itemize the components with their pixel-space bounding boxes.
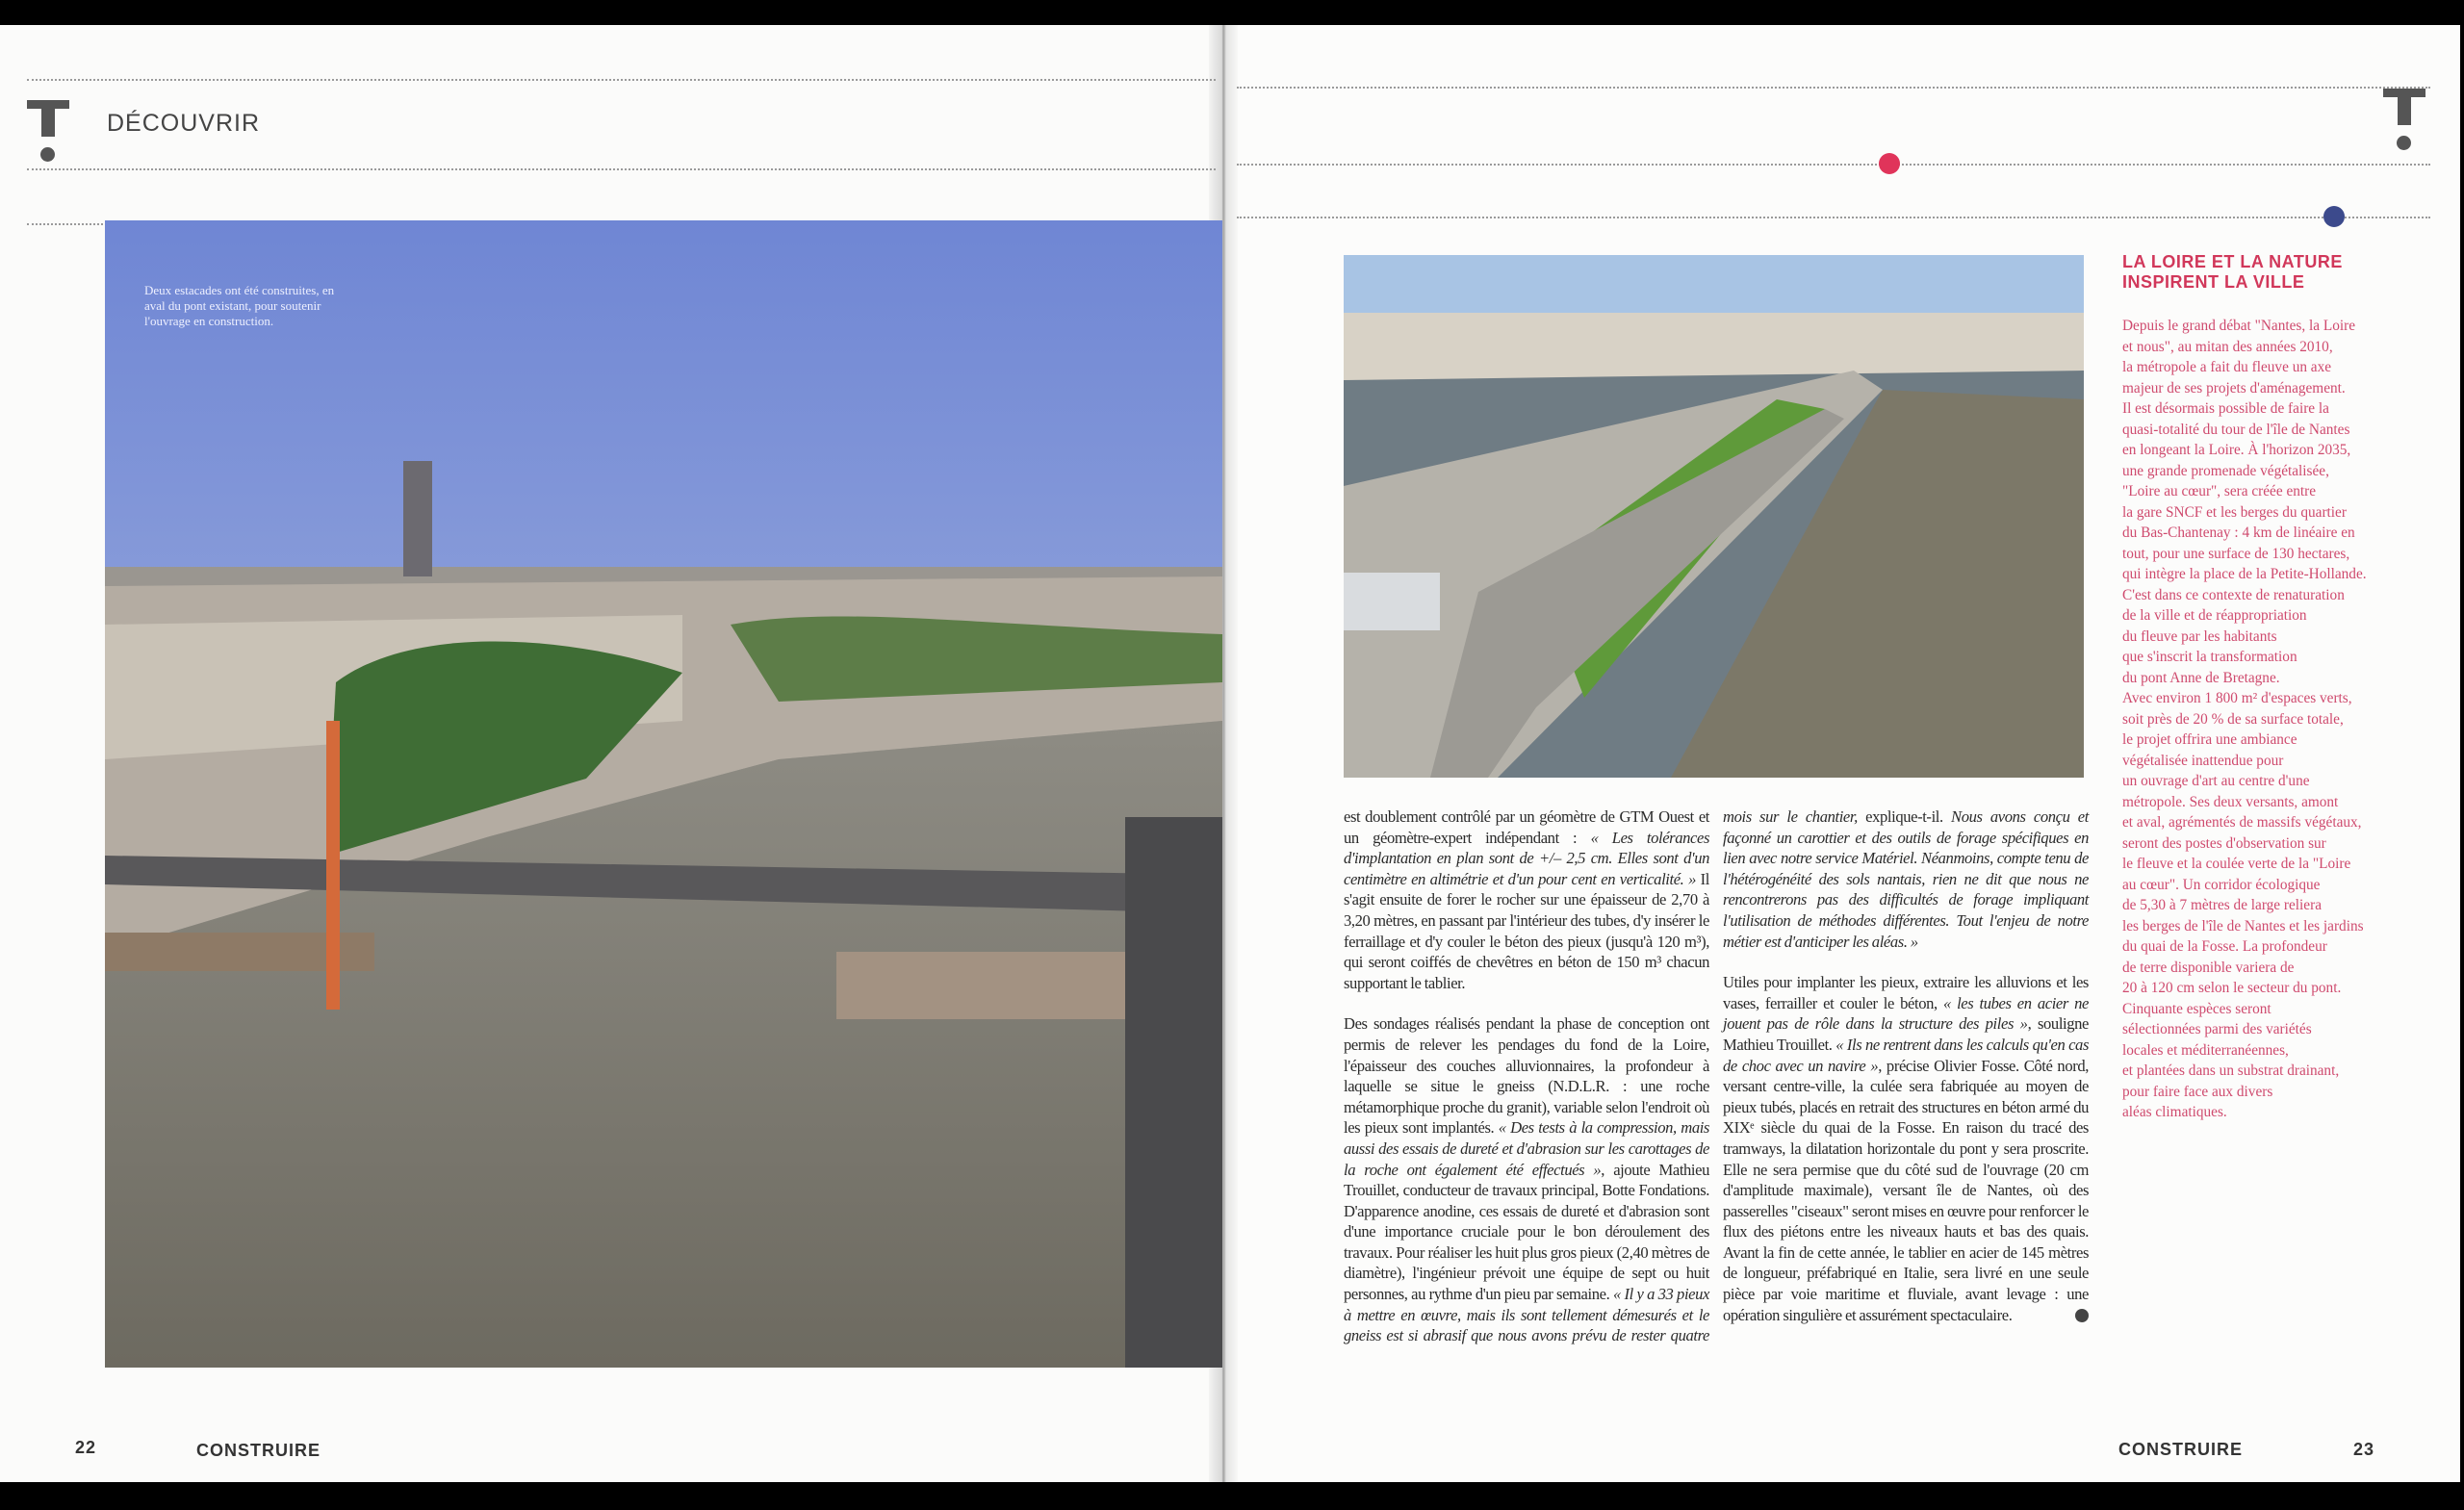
sidebar-line: et nous", au mitan des années 2010, <box>2122 338 2333 355</box>
sidebar-text <box>2122 316 2401 1123</box>
divider <box>27 168 1216 170</box>
sidebar-line: du fleuve par les habitants <box>2122 627 2277 645</box>
sidebar-line: de la ville et de réappropriation <box>2122 607 2307 624</box>
sidebar-line: soit près de 20 % de sa surface totale, <box>2122 710 2344 728</box>
article-body <box>1344 806 2089 1346</box>
bridge-construction-photo <box>105 220 1222 1368</box>
page-number: 22 <box>75 1438 97 1457</box>
body-text: est doublement contrôlé par un géomètre de GTM Ouest et un géomètre-expert indépendant : <box>1344 807 1709 847</box>
section-title: DÉCOUVRIR <box>107 110 261 137</box>
quote-text: « Il y a 33 pieux à mettre en œuvre, mais ils sont tellement démesurés et le gneiss est si abrasif que nous avons prévu de rester quatre mois sur le chantier, <box>1344 807 1858 1345</box>
sidebar-line: C'est dans ce contexte de renaturation <box>2122 586 2345 603</box>
sidebar-title: LA LOIRE ET LA NATURE INSPIRENT LA VILLE <box>2122 252 2343 292</box>
body-text: Des sondages réalisés pendant la phase de conception ont permis de relever les pendages du fond de la Loire, l'épaisseur des couches alluvionnaires, la profondeur à laquelle se situe le gneiss (N.D.L.R. : une roche métamorphique proche du granit), variable selon l'endroit où les pieux sont implantés. <box>1344 1014 1709 1138</box>
sidebar-line: tout, pour une surface de 130 hectares, <box>2122 545 2350 562</box>
quote-text: « Ils ne rentrent dans les calculs qu'en cas de choc avec un navire » <box>1723 1035 2090 1075</box>
divider <box>1237 217 2430 218</box>
body-text: , précise Olivier Fosse. Côté nord, versant centre-ville, la culée sera fabriquée au moyen de pieux tubés, placés en retrait des structures en béton armé du XIXᵉ siècle du quai de la Fosse. En raison du tracé des tramways, la dilatation horizontale du pont y sera proscrite. Elle ne sera permise que du côté sud de l'ouvrage (20 cm d'amplitude maximale), versant île de Nantes, où des passerelles "ciseaux" seront mises en œuvre pour renforcer le flux des piétons entre les niveaux hauts et bas des quais. Avant la fin de cette année, le tablier en acier de 145 mètres de longueur, préfabriqué en Italie, sera livré en une seule pièce par voie maritime et fluviale, avant levage : une opération singulière et assurément spectaculaire. <box>1723 1056 2089 1324</box>
sidebar-line: qui intègre la place de la Petite-Hollande. <box>2122 566 2367 582</box>
blue-dot-icon <box>2323 206 2345 227</box>
sidebar-line: locales et méditerranéennes, <box>2122 1041 2289 1059</box>
magazine-t-logo-icon <box>27 100 69 167</box>
end-mark-icon <box>2075 1309 2089 1322</box>
photo-caption: Deux estacades ont été construites, en aval du pont existant, pour soutenir l'ouvrage en construction. <box>144 283 335 328</box>
magazine-name: CONSTRUIRE <box>2118 1440 2244 1459</box>
sidebar-line: "Loire au cœur", sera créée entre <box>2122 483 2317 499</box>
body-text: explique-t-il. <box>1857 807 1952 826</box>
quote-text: « Des tests à la compression, mais aussi des essais de dureté et d'abrasion sur les carottages de la roche ont également été effectués » <box>1344 1118 1709 1179</box>
sidebar-line: et aval, agrémentés de massifs végétaux, <box>2122 814 2362 831</box>
sidebar-line: un ouvrage d'art au centre d'une <box>2122 773 2310 789</box>
sidebar-line: une grande promenade végétalisée, <box>2122 462 2329 479</box>
page-number: 23 <box>2353 1440 2375 1459</box>
sidebar-line: métropole. Ses deux versants, amont <box>2122 793 2339 810</box>
sidebar-box <box>2122 252 2401 1123</box>
divider <box>1237 87 2430 89</box>
sidebar-line: pour faire face aux divers <box>2122 1083 2273 1100</box>
body-text: , ajoute Mathieu Trouillet, conducteur de travaux principal, Botte Fondations. D'apparence anodine, ces essais de dureté et d'abrasion sont d'une importance cruciale pour le bon déroulement des travaux. Pour réaliser les huit plus gros pieux (2,40 mètres de diamètre), l'ingénieur prévoit une équipe de sept ou huit personnes, au rythme d'un pieu par semaine. <box>1344 1160 1710 1304</box>
sidebar-line: seront des postes d'observation sur <box>2122 834 2326 852</box>
sidebar-line: le projet offrira une ambiance <box>2122 731 2297 748</box>
sidebar-line: Il est désormais possible de faire la <box>2122 400 2329 417</box>
article-paragraph <box>1344 806 1709 993</box>
magazine-t-logo-icon <box>2383 89 2426 156</box>
sidebar-line: les berges de l'île de Nantes et les jardins <box>2122 917 2364 934</box>
sidebar-line: que s'inscrit la transformation <box>2122 649 2297 665</box>
sidebar-line: quasi-totalité du tour de l'île de Nantes <box>2122 421 2350 438</box>
bridge-rendering-photo <box>1344 255 2084 778</box>
sidebar-line: Avec environ 1 800 m² d'espaces verts, <box>2122 690 2352 706</box>
sidebar-line: majeur de ses projets d'aménagement. <box>2122 379 2346 397</box>
body-text: , souligne Mathieu Trouillet. <box>1723 1014 2089 1054</box>
red-dot-icon <box>1879 153 1900 174</box>
magazine-name: CONSTRUIRE <box>196 1441 321 1460</box>
quote-text: « Les tolérances d'implantation en plan sont de +/– 2,5 cm. Elles sont d'un centimètre en altimétrie et d'un pour cent en verticalité. » <box>1344 828 1709 888</box>
sidebar-line: de 5,30 à 7 mètres de large reliera <box>2122 897 2322 913</box>
sidebar-line: et plantées dans un substrat drainant, <box>2122 1062 2340 1079</box>
body-text: Utiles pour implanter les pieux, extraire les alluvions et les vases, ferrailler et couler le béton, <box>1723 973 2089 1012</box>
sidebar-line: la métropole a fait du fleuve un axe <box>2122 359 2332 375</box>
sidebar-line: au cœur". Un corridor écologique <box>2122 876 2321 893</box>
quote-text: « les tubes en acier ne jouent pas de rôle dans la structure des piles » <box>1723 993 2089 1034</box>
sidebar-line: Depuis le grand débat "Nantes, la Loire <box>2122 318 2355 334</box>
divider <box>1237 164 2430 166</box>
sidebar-line: 20 à 120 cm selon le secteur du pont. <box>2122 980 2342 996</box>
sidebar-line: Cinquante espèces seront <box>2122 1000 2272 1017</box>
sidebar-line: du pont Anne de Bretagne. <box>2122 669 2280 686</box>
divider <box>27 79 1216 81</box>
sidebar-line: sélectionnées parmi des variétés <box>2122 1021 2312 1037</box>
sidebar-line: en longeant la Loire. À l'horizon 2035, <box>2122 442 2351 458</box>
sidebar-line: la gare SNCF et les berges du quartier <box>2122 503 2347 521</box>
article-paragraph <box>1723 972 2089 1325</box>
sidebar-line: végétalisée inattendue pour <box>2122 752 2284 769</box>
quote-text: Nous avons conçu et façonné un carottier et des outils de forage spécifiques en lien avec notre service Matériel. Néanmoins, compte tenu de l'hétérogénéité des sols nantais, rien ne dit que nous ne rencontrerons pas des difficultés de forage impliquant l'utilisation de méthodes différentes. Tout l'enjeu de notre métier est d'anticiper les aléas. » <box>1723 807 2089 951</box>
sidebar-line: du quai de la Fosse. La profondeur <box>2122 938 2327 955</box>
sidebar-line: aléas climatiques. <box>2122 1104 2227 1120</box>
body-text: Il s'agit ensuite de forer le rocher sur une épaisseur de 2,70 à 3,20 mètres, en passant par l'intérieur des tubes, d'y insérer le ferraillage et d'y couler le béton des pieux (jusqu'à 120 m³), qui seront coiffés de chevêtres en béton de 150 m³ chacun supportant le tablier. <box>1344 869 1709 992</box>
sidebar-line: de terre disponible variera de <box>2122 959 2295 976</box>
sidebar-line: du Bas-Chantenay : 4 km de linéaire en <box>2122 525 2355 541</box>
sidebar-line: le fleuve et la coulée verte de la "Loire <box>2122 856 2351 872</box>
